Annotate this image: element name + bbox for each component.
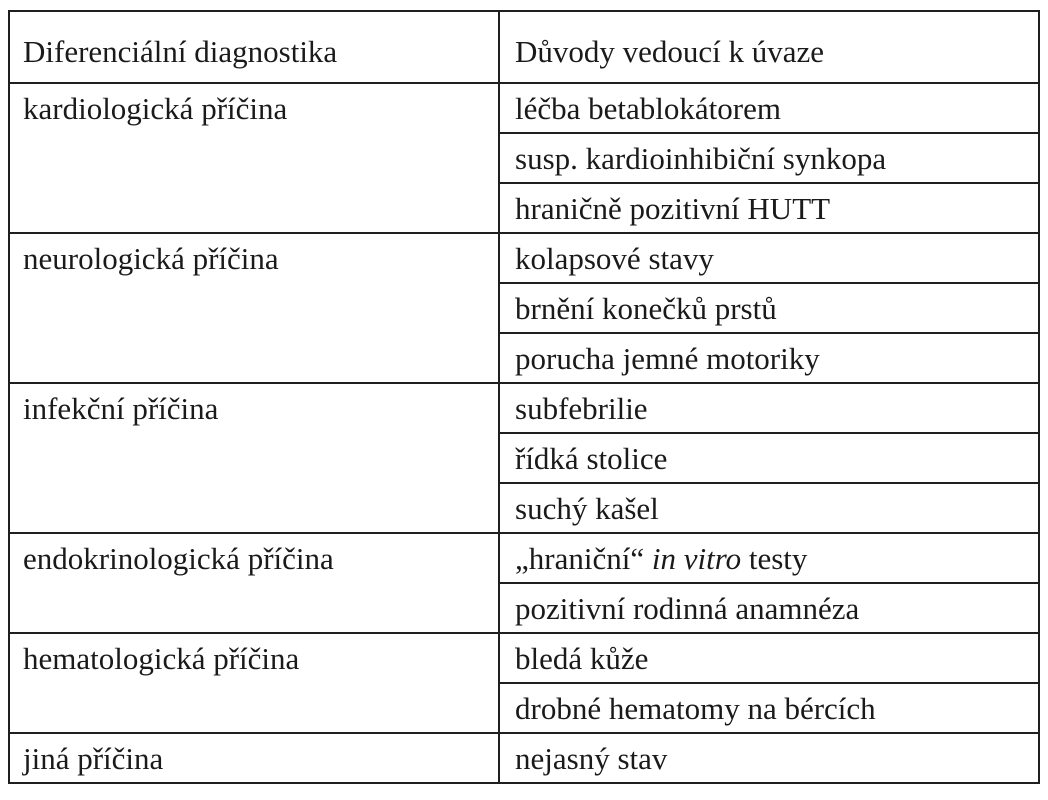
reason-cell: bledá kůže [499, 633, 1039, 683]
reason-cell: brnění konečků prstů [499, 283, 1039, 333]
reason-text-italic: in vitro [651, 541, 742, 576]
reason-cell: léčba betablokátorem [499, 83, 1039, 133]
header-reasons: Důvody vedoucí k úvaze [499, 11, 1039, 83]
reason-cell: subfebrilie [499, 383, 1039, 433]
reason-cell: suchý kašel [499, 483, 1039, 533]
cause-cell-infection: infekční příčina [9, 383, 499, 533]
differential-diagnosis-table [8, 10, 1040, 784]
header-differential-diagnosis: Diferenciální diagnostika [9, 11, 499, 83]
table-row [9, 733, 1039, 783]
diagnosis-table-container [8, 10, 1038, 790]
cause-cell-hematology: hematologická příčina [9, 633, 499, 733]
reason-cell: řídká stolice [499, 433, 1039, 483]
cause-cell-cardiology: kardiologická příčina [9, 83, 499, 233]
reason-text-after: testy [741, 541, 808, 576]
reason-cell: porucha jemné motoriky [499, 333, 1039, 383]
reason-cell: kolapsové stavy [499, 233, 1039, 283]
reason-cell: hraničně pozitivní HUTT [499, 183, 1039, 233]
table-row [9, 233, 1039, 283]
reason-cell: drobné hematomy na bércích [499, 683, 1039, 733]
reason-cell: pozitivní rodinná anamnéza [499, 583, 1039, 633]
reason-cell-in-vitro-tests [499, 533, 1039, 583]
reason-text-before: „hraniční“ [515, 541, 652, 576]
reason-cell: susp. kardioinhibiční synkopa [499, 133, 1039, 183]
table-row [9, 83, 1039, 133]
table-row [9, 533, 1039, 583]
cause-cell-other: jiná příčina [9, 733, 499, 783]
table-row [9, 383, 1039, 433]
table-row [9, 633, 1039, 683]
reason-cell: nejasný stav [499, 733, 1039, 783]
table-header-row [9, 11, 1039, 83]
cause-cell-neurology: neurologická příčina [9, 233, 499, 383]
cause-cell-endocrinology: endokrinologická příčina [9, 533, 499, 633]
